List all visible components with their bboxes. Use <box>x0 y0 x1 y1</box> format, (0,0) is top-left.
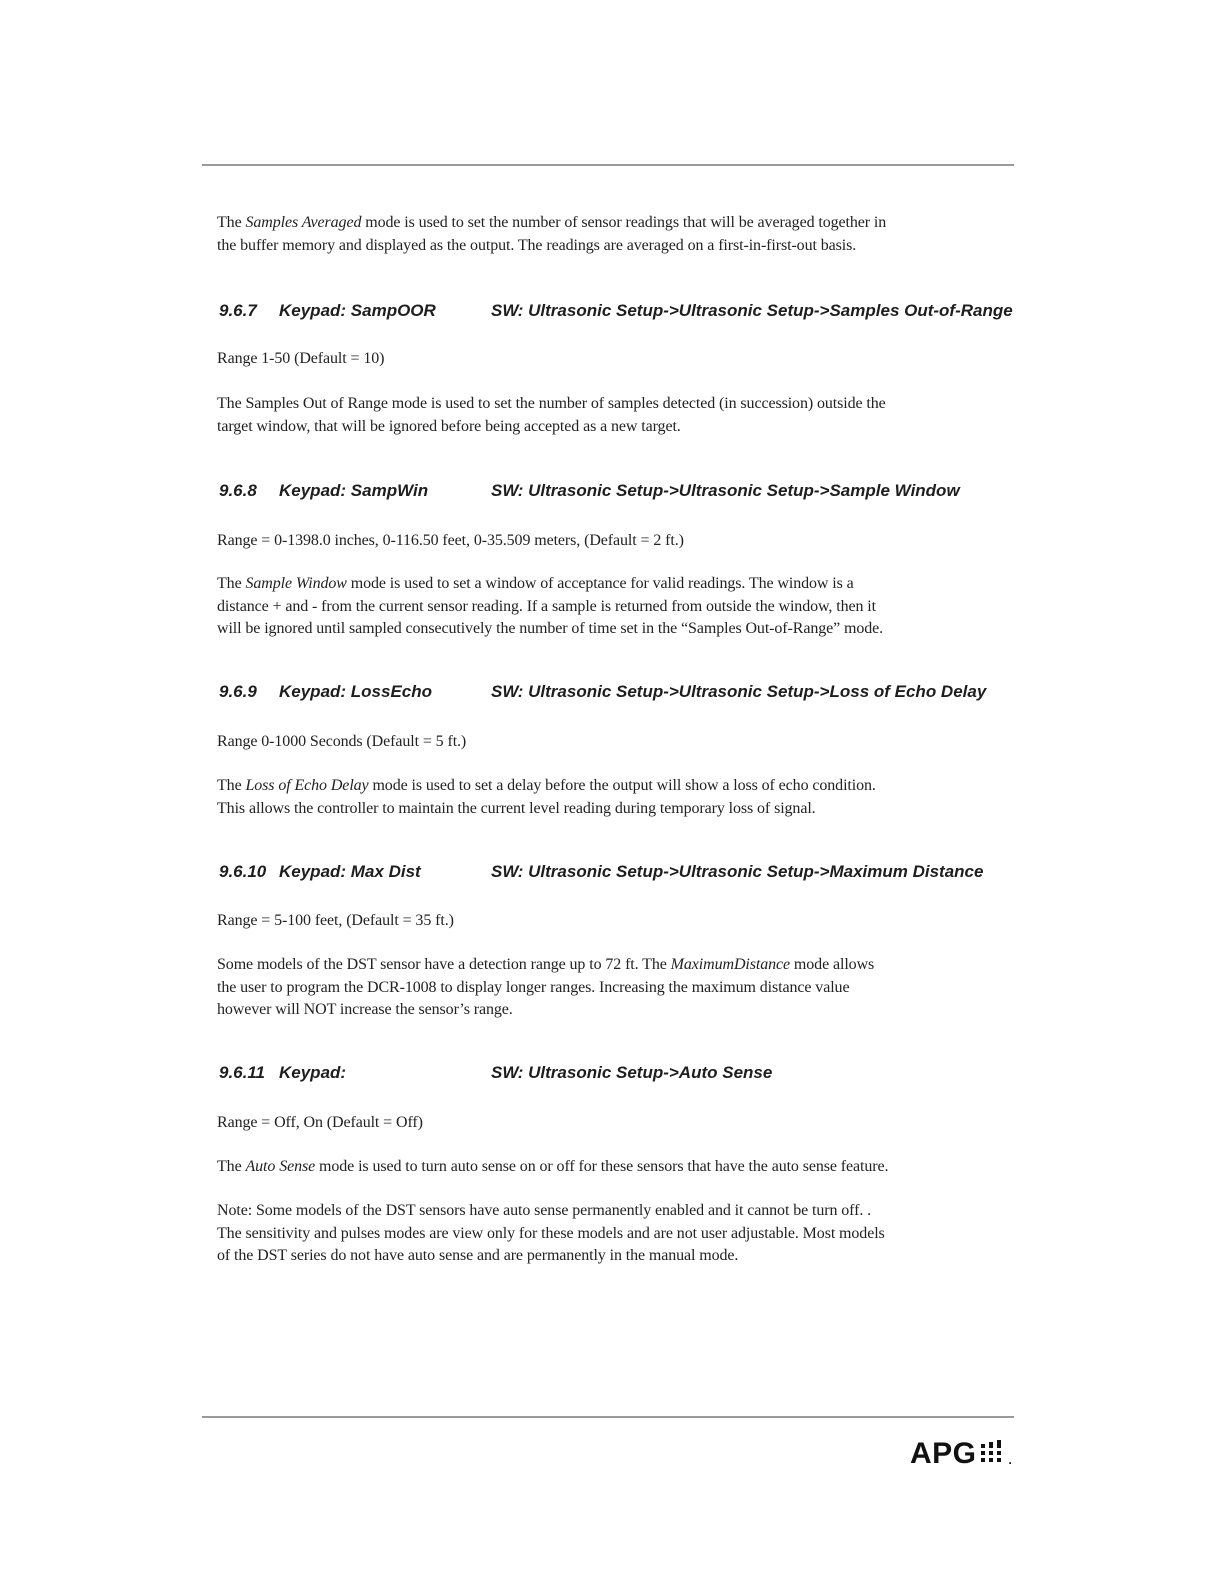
range-967: Range 1-50 (Default = 10) <box>217 350 385 367</box>
range-969: Range 0-1000 Seconds (Default = 5 ft.) <box>217 733 467 750</box>
range-9611: Range = Off, On (Default = Off) <box>217 1114 423 1131</box>
apg-grid-mark-icon <box>979 1440 1009 1468</box>
footer-rule <box>202 1416 1014 1418</box>
intro-paragraph: The Samples Averaged mode is used to set the number of sensor readings that will be averaged together in the buffer memory and displayed as the output. The readings are averaged on a first-in-first-out basis. <box>217 214 887 254</box>
range-9610: Range = 5-100 feet, (Default = 35 ft.) <box>217 912 454 929</box>
range-968: Range = 0-1398.0 inches, 0-116.50 feet, 0-35.509 meters, (Default = 2 ft.) <box>217 532 684 549</box>
desc-969: The Loss of Echo Delay mode is used to set a delay before the output will show a loss of echo condition. This allows the controller to maintain the current level reading during temporary loss of signal. <box>217 777 876 817</box>
desc-968: The Sample Window mode is used to set a window of acceptance for valid readings. The window is a distance + and - from the current sensor reading. If a sample is returned from outside the window, then it will be ignored until sampled consecutively the number of time set in the “Samples Out-of-Range” mode. <box>217 575 884 637</box>
desc-9610: Some models of the DST sensor have a detection range up to 72 ft. The MaximumDistance mode allows the user to program the DCR-1008 to display longer ranges. Increasing the maximum distance value however will NOT increase the sensor’s range. <box>217 956 875 1018</box>
header-rule <box>202 164 1014 166</box>
apg-logo: APG . <box>910 1437 1013 1470</box>
note-9611: Note: Some models of the DST sensors have auto sense permanently enabled and it cannot be turn off. . The sensitivity and pulses modes are view only for these models and are not user adjustable. Most models of the DST series do not have auto sense and are permanently in the manual mode. <box>217 1202 885 1264</box>
desc-9611: The Auto Sense mode is used to turn auto sense on or off for these sensors that have the auto sense feature. <box>217 1158 889 1175</box>
desc-967: The Samples Out of Range mode is used to set the number of samples detected (in succession) outside the target window, that will be ignored before being accepted as a new target. <box>217 395 886 435</box>
